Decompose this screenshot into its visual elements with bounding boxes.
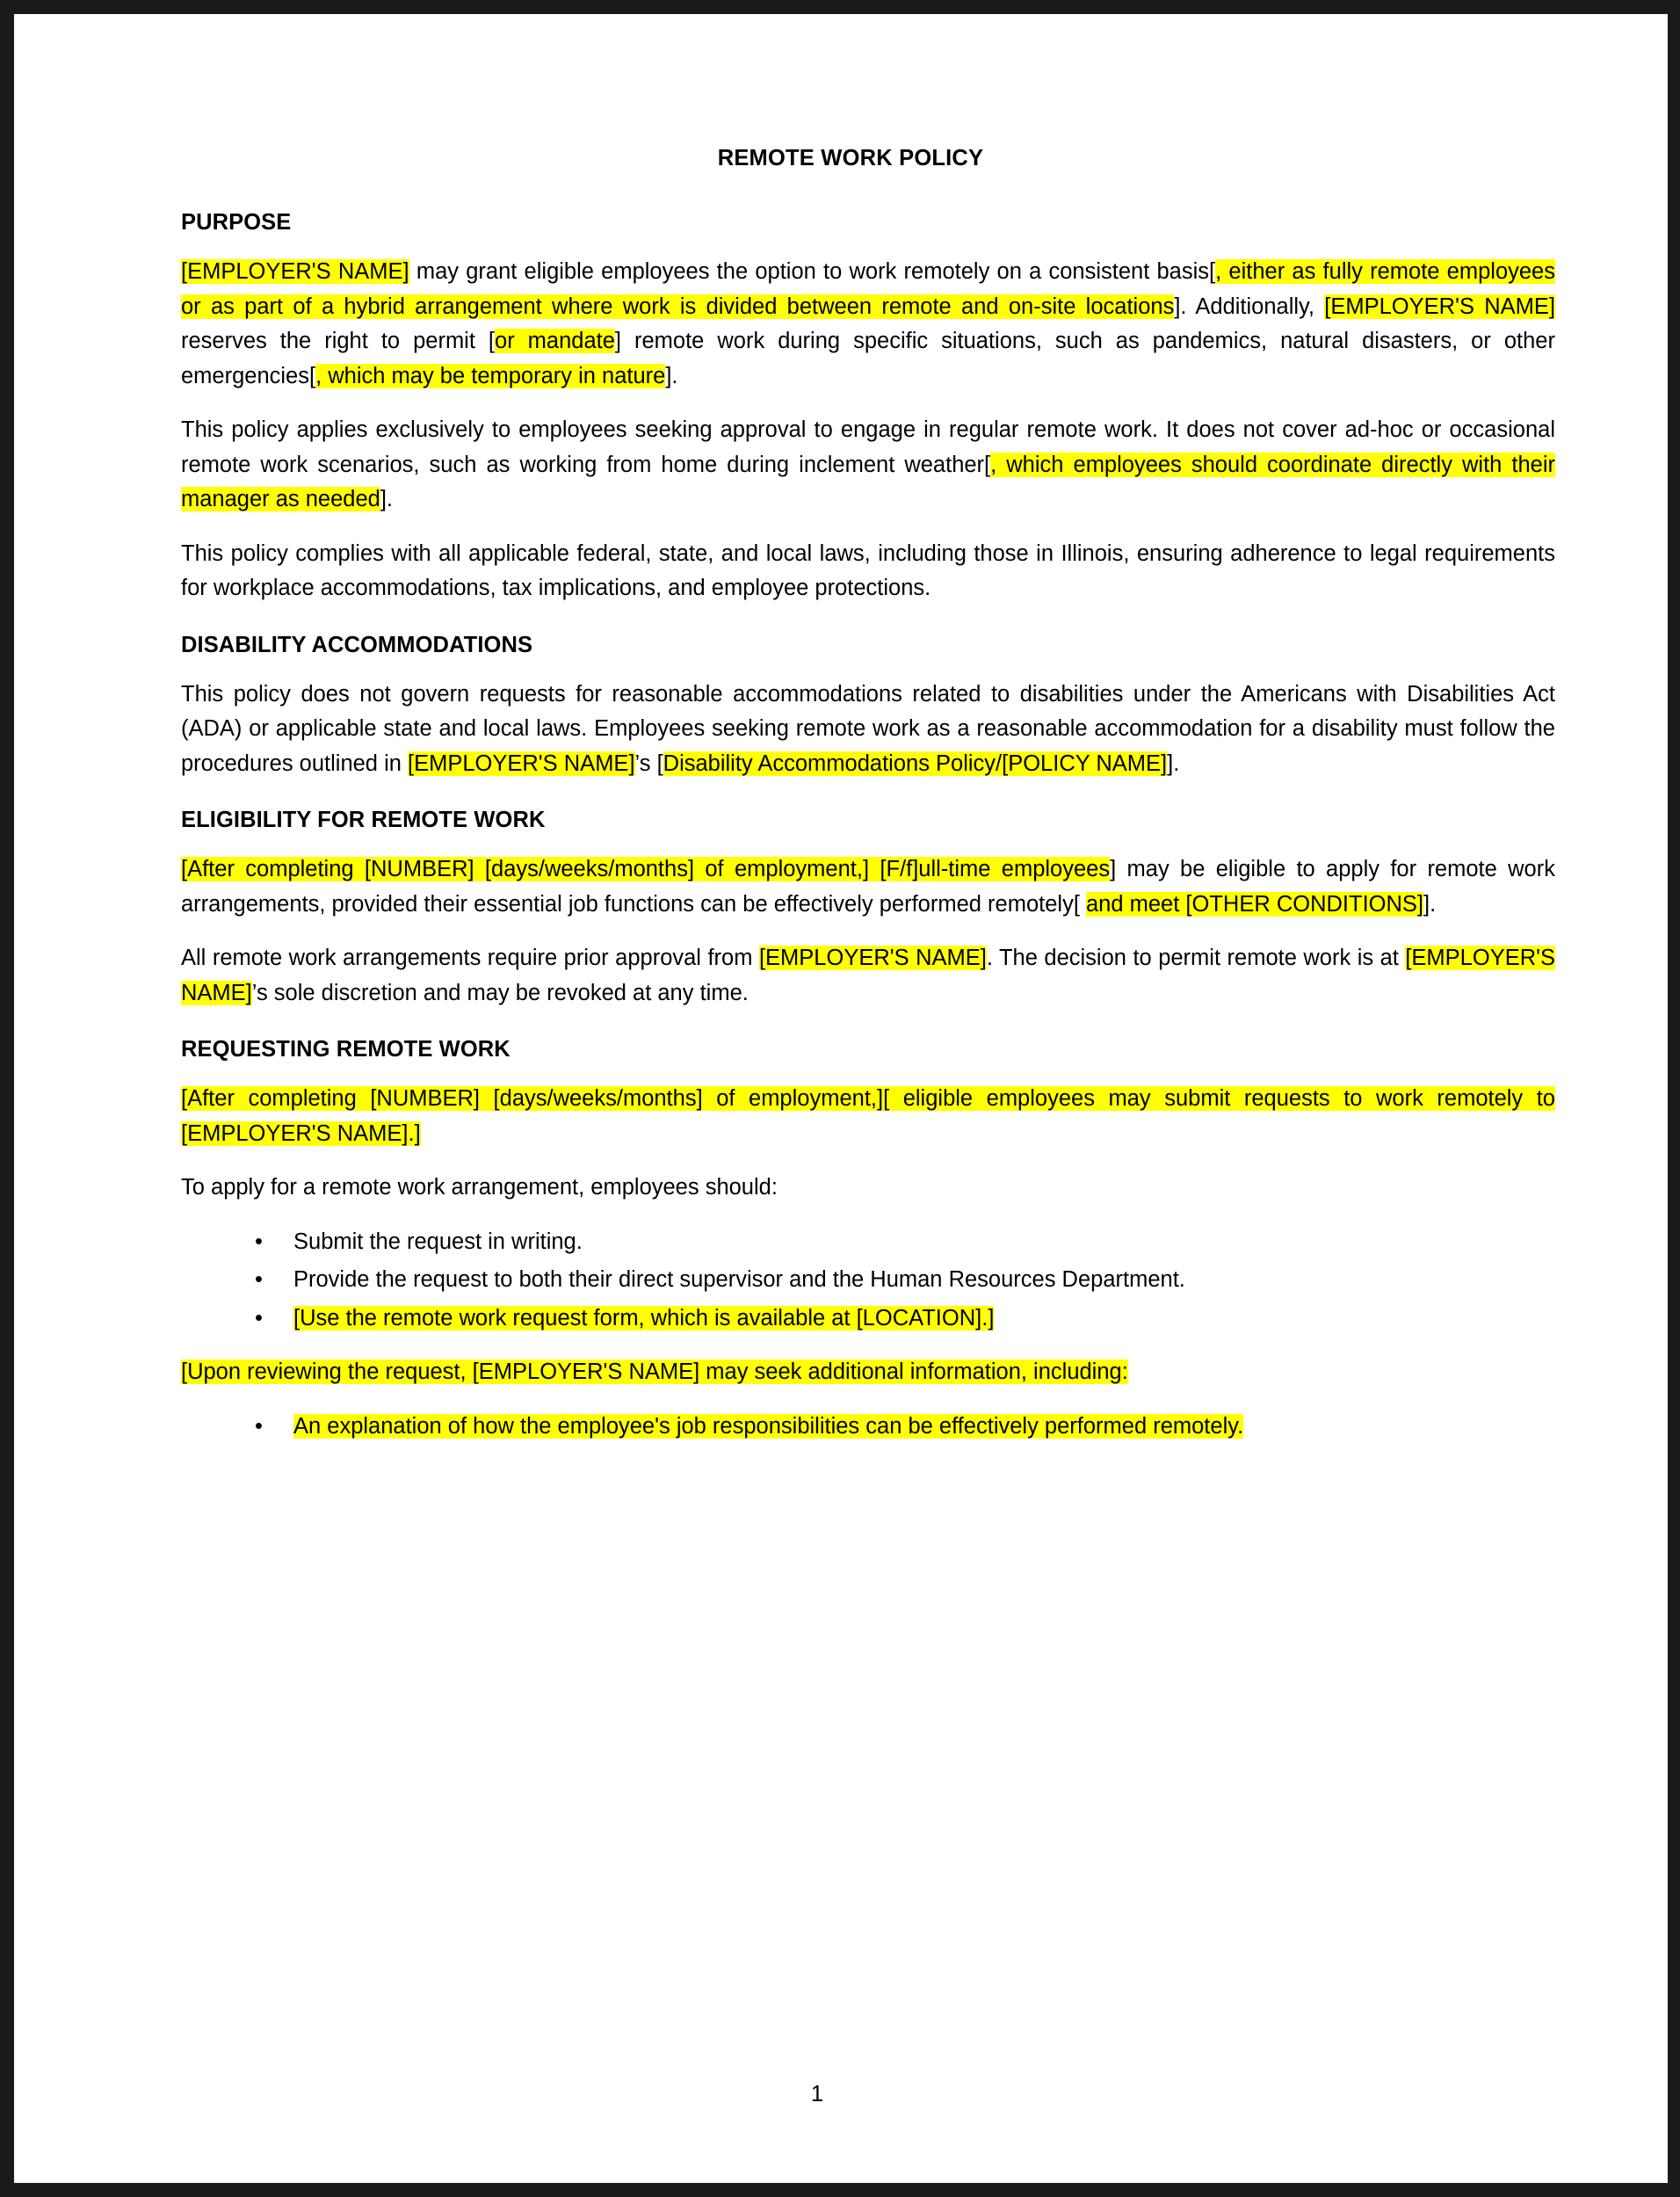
- paragraph-requesting-closing: [Upon reviewing the request, [EMPLOYER'S NAME] may seek additional information, including:: [181, 1360, 1128, 1385]
- section-heading-purpose: PURPOSE: [181, 210, 292, 235]
- section-heading-eligibility: ELIGIBILITY FOR REMOTE WORK: [181, 808, 546, 833]
- bullet-list-apply-steps: [181, 1225, 1555, 1337]
- page-number: 1: [810, 2082, 824, 2106]
- section-heading-disability-accommodations: DISABILITY ACCOMMODATIONS: [181, 632, 533, 657]
- paragraph-purpose-2: This policy applies exclusively to employees seeking approval to engage in regular remote work. It does not cover ad-hoc or occasional remote work scenarios, such as working from home during inclement weather[, which employees should coordinate directly with their manager as needed].: [181, 417, 1555, 512]
- document-title: REMOTE WORK POLICY: [717, 146, 984, 170]
- list-item: • Provide the request to both their direct supervisor and the Human Resources Department.: [293, 1263, 1555, 1298]
- paragraph-purpose-1: [EMPLOYER'S NAME] may grant eligible employees the option to work remotely on a consistent basis[, either as fully remote employees or as part of a hybrid arrangement where work is divided between remote and on-site locations]. Additionally, [EMPLOYER'S NAME] reserves the right to permit [or mandate] remote work during specific situations, such as pandemics, natural disasters, or other emergencies[, which may be temporary in nature].: [181, 259, 1555, 388]
- section-heading-requesting-remote-work: REQUESTING REMOTE WORK: [181, 1037, 511, 1062]
- bullet-list-additional-information: [181, 1410, 1555, 1445]
- paragraph-eligibility-2: All remote work arrangements require prior approval from [EMPLOYER'S NAME]. The decision to permit remote work is at [EMPLOYER'S NAME]’s sole discretion and may be revoked at any time.: [181, 946, 1556, 1005]
- list-item: • An explanation of how the employee's job responsibilities can be effectively performed remotely.: [293, 1410, 1555, 1445]
- paragraph-requesting-2: To apply for a remote work arrangement, employees should:: [181, 1175, 778, 1200]
- list-item: • [Use the remote work request form, which is available at [LOCATION].]: [293, 1302, 1555, 1337]
- paragraph-eligibility-1: [After completing [NUMBER] [days/weeks/months] of employment,] [F/f]ull-time employees] may be eligible to apply for remote work arrangements, provided their essential job functions can be effectively performed remotely[ and meet [OTHER CONDITIONS]].: [181, 857, 1555, 917]
- list-item: • Submit the request in writing.: [293, 1225, 1555, 1260]
- paragraph-purpose-3: This policy complies with all applicable federal, state, and local laws, including those in Illinois, ensuring adherence to legal requirements for workplace accommodations, tax implications, and employee protections.: [181, 540, 1555, 601]
- paragraph-disability-1: This policy does not govern requests for reasonable accommodations related to disabilities under the Americans with Disabilities Act (ADA) or applicable state and local laws. Employees seeking remote work as a reasonable accommodation for a disability must follow the procedures outlined in [EMPLOYER'S NAME]’s [Disability Accommodations Policy/[POLICY NAME]].: [181, 681, 1555, 776]
- document-page: [14, 14, 1668, 2183]
- paragraph-requesting-1: [After completing [NUMBER] [days/weeks/months] of employment,][ eligible employees may submit requests to work remotely to [EMPLOYER'S NAME].]: [181, 1086, 1555, 1146]
